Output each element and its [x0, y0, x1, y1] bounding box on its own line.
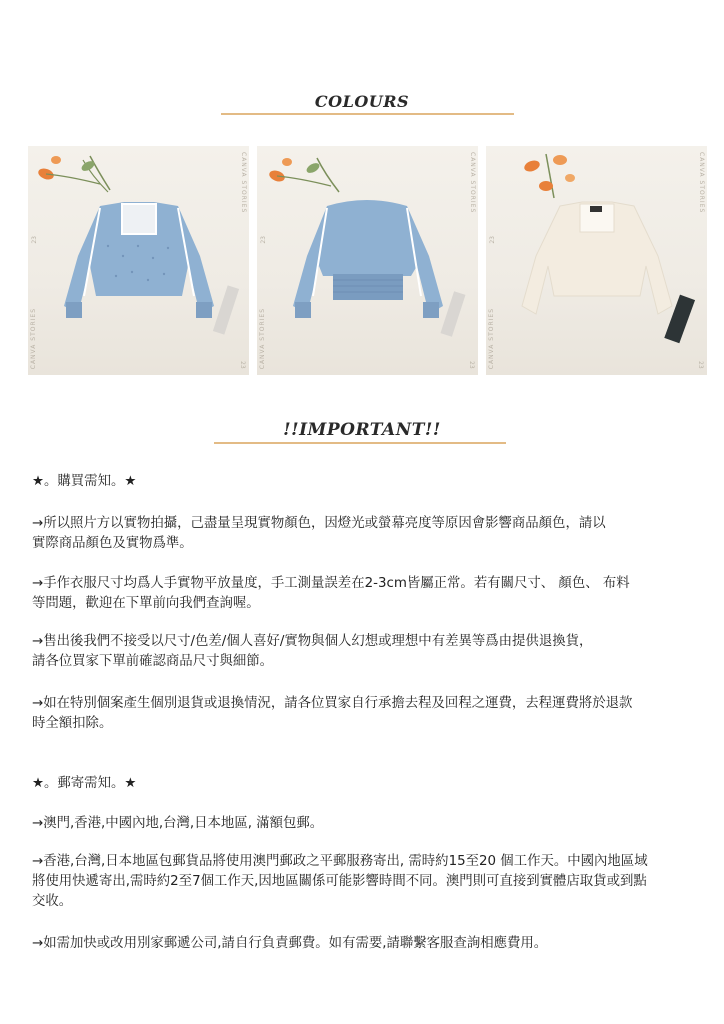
shipping-line: →澳門,香港,中國內地,台灣,日本地區, 滿額包郵。: [32, 816, 324, 831]
purchase-title: ★。購買需知。★: [32, 474, 137, 489]
colours-divider: [221, 113, 514, 115]
shipping-paragraph-3: [32, 934, 692, 954]
flower-icon: [523, 154, 575, 198]
shipping-line: →如需加快或改用別家郵遞公司,請自行負責郵費。如有需要,請聯繫客服查詢相應費用。: [32, 936, 548, 951]
photo-label: 23: [239, 361, 246, 369]
photo-watermark: CANVA STORIES: [698, 152, 705, 214]
purchase-line: 實際商品顏色及實物爲準。: [32, 536, 193, 551]
flower-icon: [268, 158, 339, 192]
photo-watermark: CANVA STORIES: [240, 152, 247, 214]
purchase-line: 請各位買家下單前確認商品尺寸與細節。: [32, 654, 274, 669]
photo-label: 23: [260, 236, 267, 244]
product-photo-cream-front: [486, 146, 707, 375]
colours-heading: COLOURS: [314, 92, 410, 111]
shipping-title: ★。郵寄需知。★: [32, 776, 137, 791]
shipping-notice: [32, 774, 692, 794]
photo-watermark: CANVA STORIES: [488, 307, 495, 369]
purchase-paragraph-4: [32, 694, 692, 734]
purchase-line: 等問題，歡迎在下單前向我們查詢喔。: [32, 596, 260, 611]
photo-watermark: CANVA STORIES: [259, 307, 266, 369]
purchase-line: →售出後我們不接受以尺寸/色差/個人喜好/實物與個人幻想或理想中有差異等爲由提供退換貨，: [32, 634, 593, 649]
photo-watermark: CANVA STORIES: [30, 307, 37, 369]
photo-label: 23: [31, 236, 38, 244]
blouse-icon: [64, 202, 214, 318]
bottle-icon: [213, 285, 239, 334]
flower-icon: [37, 156, 110, 192]
important-heading: !!IMPORTANT!!: [283, 420, 441, 440]
photo-label: 23: [697, 361, 704, 369]
photo-watermark: CANVA STORIES: [469, 152, 476, 214]
bottle-icon: [440, 291, 465, 337]
shipping-paragraph-2: [32, 852, 692, 912]
blouse-icon: [522, 202, 672, 314]
purchase-paragraph-1: [32, 514, 692, 554]
shipping-line: →香港,台灣,日本地區包郵貨品將使用澳門郵政之平郵服務寄出, 需時約15至20 個工作天。中國內地區域: [32, 854, 648, 869]
product-photo-blue-front: [28, 146, 249, 375]
purchase-line: →所以照片方以實物拍攝，己盡量呈現實物顏色，因燈光或螢幕亮度等原因會影響商品顏色，請以: [32, 516, 606, 531]
purchase-line: →手作衣服尺寸均爲人手實物平放量度，手工測量誤差在2-3cm皆屬正常。若有關尺寸、 顏色、 布料: [32, 576, 630, 591]
product-photo-blue-back: [257, 146, 478, 375]
purchase-line: →如在特別個案產生個別退貨或退換情況，請各位買家自行承擔去程及回程之運費，去程運費將於退款: [32, 696, 633, 711]
shipping-paragraph-1: [32, 814, 692, 834]
shipping-line: 交收。: [32, 894, 73, 909]
important-divider: [214, 442, 506, 444]
purchase-line: 時全額扣除。: [32, 716, 113, 731]
blouse-icon: [293, 200, 443, 318]
photo-label: 23: [468, 361, 475, 369]
shipping-line: 將使用快遞寄出,需時約2至7個工作天,因地區關係可能影響時間不同。澳門則可直接到實體店取貨或到點: [32, 874, 647, 889]
purchase-notice: [32, 472, 692, 492]
purchase-paragraph-3: [32, 632, 692, 672]
photo-label: 23: [489, 236, 496, 244]
purchase-paragraph-2: [32, 574, 692, 614]
